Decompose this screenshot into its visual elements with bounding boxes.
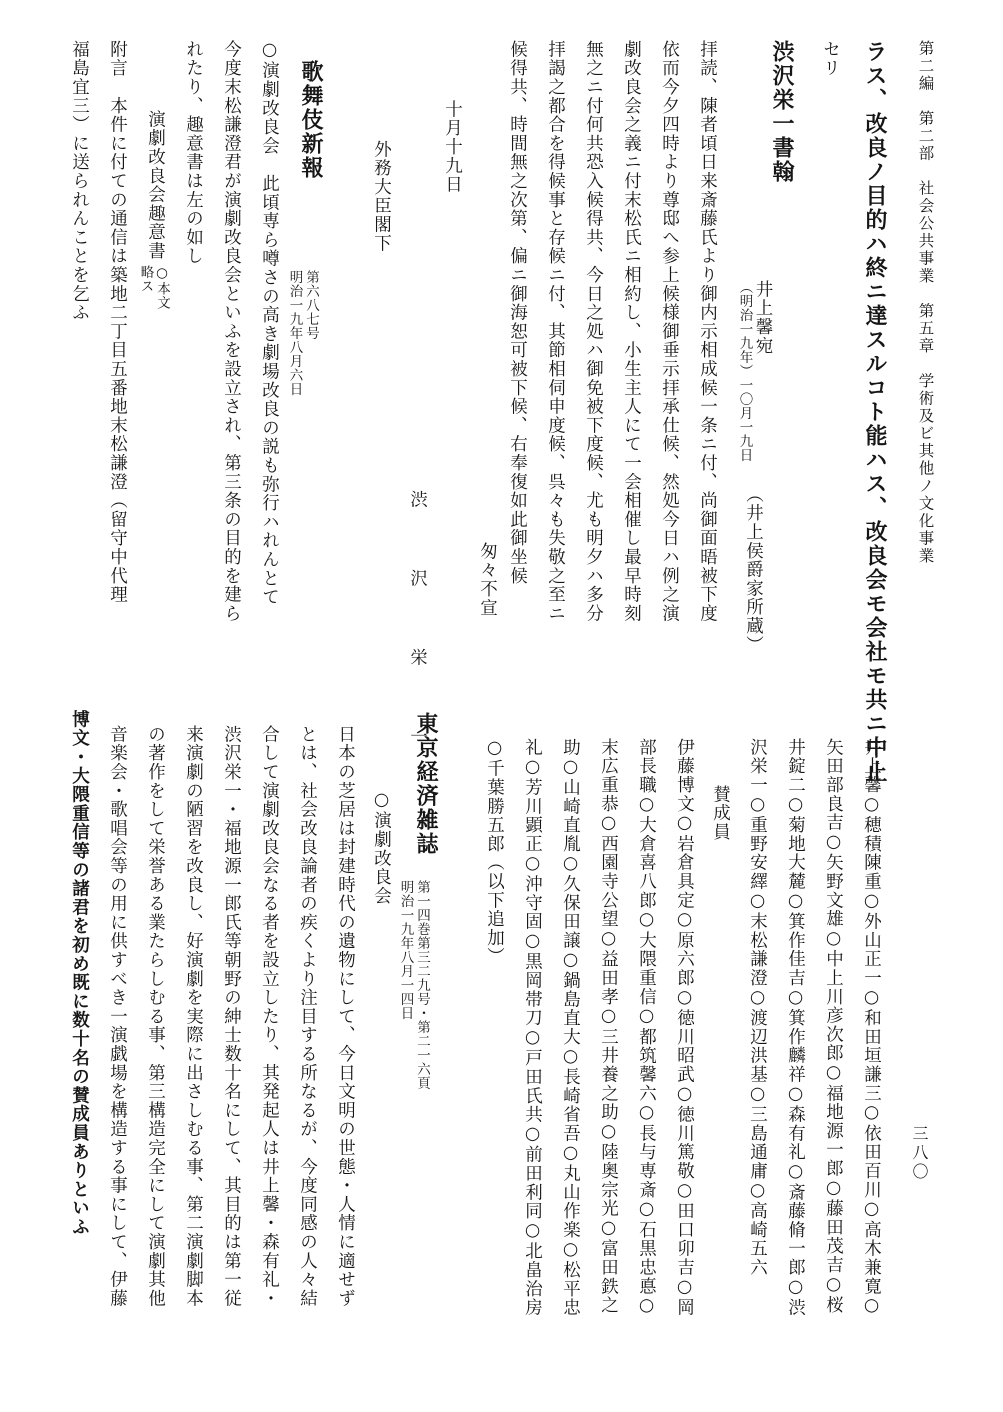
letter-body-line-0: 拝読、陳者頃日来斎藤氏より御内示相成候一条ニ付、尚御面晤被下度 [697,40,718,623]
kabuki-date: 明治一九年八月六日 [286,270,303,396]
kabuki-issue: 第六八七号 [303,270,319,340]
letter-recipient: 井上馨宛 [753,280,773,356]
tokyo-line-5: の著作をして栄誉ある業たらしむる事、第三構造完全にして演劇其他 [145,725,166,1308]
page-number: 三八〇 [910,1125,929,1182]
kabuki-note-block [138,265,168,310]
body-line-1: セリ [820,40,841,78]
tokyo-line-6: 音楽会・歌唱会等の用に供すべき一演戯場を構造する事にして、伊藤 [107,725,128,1308]
tokyo-title: 東京経済雑誌 [413,712,439,856]
kabuki-prospectus: 演劇改良会趣意書 [145,110,166,261]
tokyo-date: 明治一九年八月一四日 [397,880,414,1020]
founders-line-2: 井錠二○菊地大麓○箕作佳吉○箕作麟祥○森有礼○斎藤脩一郎○渋 [785,738,806,1317]
letter-body-line-5: 候得共、時間無之次第、偏ニ御海恕可被下候、右奉復如此御坐候 [507,40,528,586]
tokyo-line-0: 日本の芝居は封建時代の遺物にして、今日文明の世態・人情に適せず [335,725,356,1308]
tokyo-issue-block [398,880,428,1090]
kabuki-note-line-0: ○本文 [154,265,170,310]
kabuki-fugen-line-0: 附言 本件に付ての通信は築地二丁目五番地末松謙澄（留守中代理 [107,40,128,604]
letter-signature-date: 十月十九日 [442,100,463,194]
supporters-line-4: 礼○芳川顕正○沖守固○黒岡帯刀○戸田氏共○前田利同○北畠治房 [522,738,543,1317]
kabuki-line-0: ○演劇改良会 此頃専ら噂さの高き劇場改良の説も弥行ハれんとて [259,40,280,607]
letter-recipient-block [737,280,771,462]
supporters-heading: 賛成員 [710,785,731,842]
running-head: 第二編 第二部 社会公共事業 第五章 学術及ビ其他ノ文化事業 [916,40,935,565]
letter-body-line-3: 無之ニ付何共恐入候得共、今日之処ハ御免被下度候、尤も明夕ハ多分 [583,40,604,623]
tokyo-line-3: 渋沢栄一・福地源一郎氏等朝野の紳士数十名にして、其目的は第一従 [221,725,242,1308]
tokyo-heading: ○演劇改良会 [371,790,392,906]
body-line-0: ラス、改良ノ目的ハ終ニ達スルコト能ハス、改良会モ会社モ共ニ中止 [862,40,888,784]
kabuki-issue-block [287,270,317,396]
letter-signature-name: 渋 沢 栄 一 [407,490,428,767]
letter-archive: （井上侯爵家所蔵） [743,485,764,655]
kabuki-fugen-line-1: 福島宜三）に送られんことを乞ふ [69,40,90,322]
kabuki-line-2: れたり、趣意書は左の如し [183,40,204,266]
supporters-line-5: ○千葉勝五郎（以下追加） [484,738,505,967]
founders-line-0: 井上馨○穂積陳重○外山正一○和田垣謙三○依田百川○高木兼寛○ [861,738,882,1317]
tokyo-line-7: 博文・大隈重信等の諸君を初め既に数十名の賛成員ありといふ [69,710,90,1237]
founders-line-3: 沢栄一○重野安繹○末松謙澄○渡辺洪基○三島通庸○高崎五六 [747,738,768,1277]
letter-addressee: 外務大臣閣下 [371,140,392,253]
tokyo-line-2: 合して演劇改良会なる者を設立したり、其発起人は井上馨・森有礼・ [259,725,280,1308]
founders-line-1: 矢田部良吉○矢野文雄○中上川彦次郎○福地源一郎○藤田茂吉○桜 [823,738,844,1315]
letter-date: （明治一九年）一〇月一九日 [736,280,753,462]
supporters-line-3: 助○山崎直胤○久保田譲○鍋島直大○長崎省吾○丸山作楽○松平忠 [560,738,581,1317]
supporters-line-2: 末広重恭○西園寺公望○益田孝○三井養之助○陸奥宗光○富田鉄之 [598,738,619,1315]
tokyo-line-1: とは、社会改良論者の疾くより注目する所なるが、今度同感の人々結 [297,725,318,1308]
kabuki-note-line-1: 略ス [137,265,154,293]
kabuki-line-1: 今度末松謙澄君が演劇改良会といふを設立され、第三条の目的を建ら [221,40,242,623]
letter-body-line-2: 劇改良会之義ニ付末松氏ニ相約し、小生主人にて一会相催し最早時刻 [621,40,642,623]
letter-body-line-4: 拝謁之都合を得候事と存候ニ付、其節相伺申度候、呉々も失敬之至ニ [545,40,566,623]
supporters-line-0: 伊藤博文○岩倉具定○原六郎○徳川昭武○徳川篤敬○田口卯吉○岡 [674,738,695,1317]
kabuki-title: 歌舞伎新報 [298,60,324,180]
letter-body-line-1: 依而今夕四時より尊邸へ参上候様御垂示拝承仕候、然処今日ハ例之演 [659,40,680,623]
tokyo-issue: 第一四巻第三二九号・第二一六頁 [414,880,430,1090]
supporters-line-1: 部長職○大倉喜八郎○大隈重信○都筑馨六○長与専斎○石黒忠悳○ [636,738,657,1317]
letter-closing: 匆々不宣 [477,542,498,618]
letter-heading: 渋沢栄一書翰 [769,40,795,184]
tokyo-line-4: 来演劇の陋習を改良し、好演劇を実際に出さしむる事、第二演劇脚本 [183,725,204,1308]
